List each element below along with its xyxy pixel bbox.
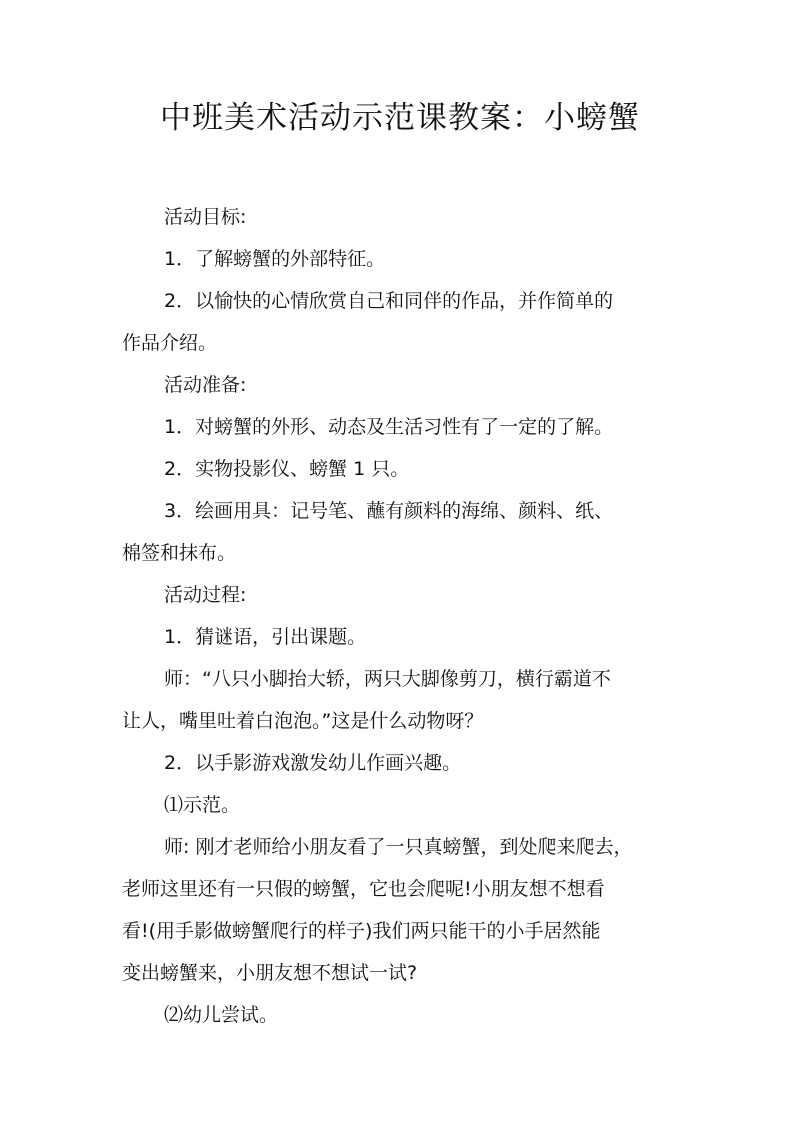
- paragraph-line: 1．了解螃蟹的外部特征。: [164, 248, 386, 270]
- section-heading-goals: 活动目标:: [164, 206, 247, 228]
- section-heading-preparation: 活动准备:: [164, 374, 247, 396]
- paragraph-line: 看!(用手影做螃蟹爬行的样子)我们两只能干的小手居然能: [122, 920, 601, 942]
- paragraph-line: 1．猜谜语，引出课题。: [164, 626, 367, 648]
- paragraph-line: 师：“八只小脚抬大轿，两只大脚像剪刀，横行霸道不: [164, 668, 611, 690]
- paragraph-line: 2．实物投影仪、螃蟹 1 只。: [164, 458, 410, 480]
- paragraph-line: 变出螃蟹来，小朋友想不想试一试?: [122, 962, 418, 984]
- section-heading-process: 活动过程:: [164, 584, 247, 606]
- paragraph-line: 3．绘画用具：记号笔、蘸有颜料的海绵、颜料、纸、: [164, 500, 614, 522]
- page-title: 中班美术活动示范课教案：小螃蟹: [160, 100, 640, 136]
- paragraph-line: 师: 刚才老师给小朋友看了一只真螃蟹，到处爬来爬去，: [164, 836, 633, 858]
- paragraph-line: 2．以愉快的心情欣赏自己和同伴的作品，并作简单的: [164, 290, 614, 312]
- paragraph-line: 作品介绍。: [122, 332, 218, 354]
- paragraph-line: 1．对螃蟹的外形、动态及生活习性有了一定的了解。: [164, 416, 614, 438]
- paragraph-line: ⑵幼儿尝试。: [164, 1004, 279, 1026]
- paragraph-line: 棉签和抹布。: [122, 542, 237, 564]
- paragraph-line: ⑴示范。: [164, 794, 241, 816]
- paragraph-line: 让人，嘴里吐着白泡泡。”这是什么动物呀？: [122, 710, 484, 732]
- paragraph-line: 2．以手影游戏激发幼儿作画兴趣。: [164, 752, 462, 774]
- paragraph-line: 老师这里还有一只假的螃蟹，它也会爬呢!小朋友想不想看: [122, 878, 605, 900]
